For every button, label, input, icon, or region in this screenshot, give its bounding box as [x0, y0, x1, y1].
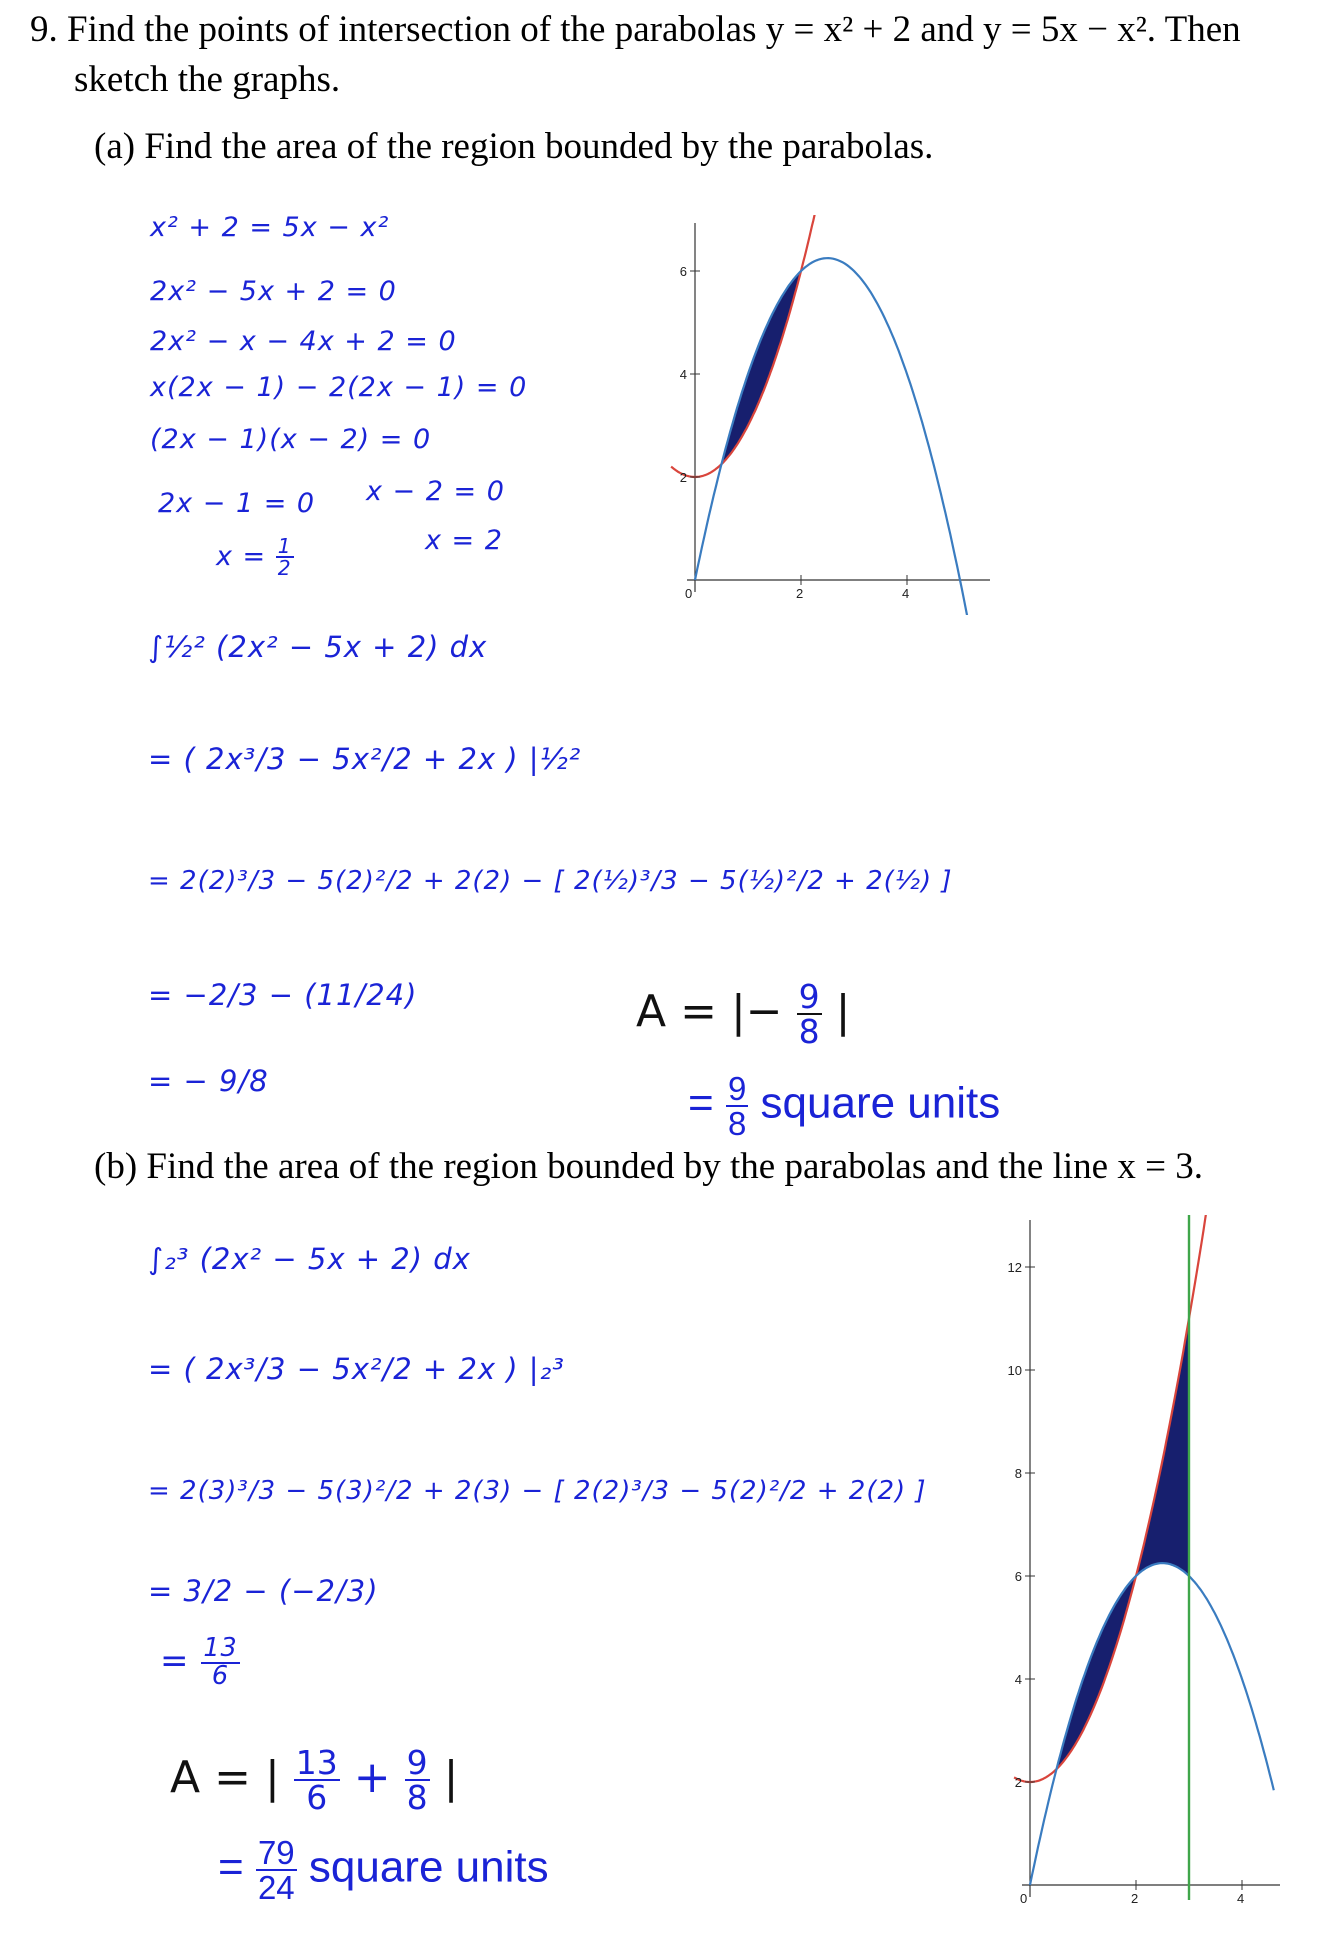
area-b-plus: +: [353, 1752, 391, 1803]
area-a-final-fraction: [726, 1072, 748, 1140]
root-half-num: 1: [277, 534, 292, 558]
area-b-n1: 13: [295, 1743, 338, 1782]
area-a-num: 9: [798, 977, 820, 1016]
area-a-final: [688, 1072, 1000, 1140]
work-a-root-two: x = 2: [425, 525, 503, 556]
y-tick-label: 10: [1007, 1363, 1022, 1378]
work-a-line-4: x(2x − 1) − 2(2x − 1) = 0: [150, 372, 528, 403]
area-b-final-fraction: [256, 1836, 297, 1904]
y-tick-label: 2: [1014, 1775, 1022, 1790]
work-a-antiderivative: = ( 2x³/3 − 5x²/2 + 2x ) |½²: [148, 742, 582, 776]
area-b-final-den: 24: [257, 1869, 295, 1906]
work-a-root-half: [216, 536, 294, 579]
y-tick-label: 2: [679, 470, 687, 485]
problem-line-1: 9. Find the points of intersection of the parabolas y = x² + 2 and y = 5x − x². Then: [30, 9, 1241, 50]
parabola-x2-plus-2: [671, 215, 817, 477]
work-b-result-num: 13: [203, 1633, 238, 1663]
area-a-expression: [636, 977, 851, 1051]
work-b-antiderivative: = ( 2x³/3 − 5x²/2 + 2x ) |₂³: [148, 1352, 565, 1386]
work-a-substitution: = 2(2)³/3 − 5(2)²/2 + 2(2) − [ 2(½)³/3 − 5(½)²/2 + 2(½) ]: [148, 866, 953, 896]
area-b-close: |: [443, 1752, 459, 1803]
area-b-final-num: 79: [257, 1834, 295, 1871]
y-tick-label: 8: [1014, 1466, 1022, 1481]
area-b-units: square units: [308, 1842, 549, 1892]
work-b-result-den: 6: [211, 1660, 230, 1691]
work-b-result: [160, 1633, 240, 1691]
work-b-simplify: = 3/2 − (−2/3): [148, 1574, 379, 1608]
y-tick-label: 4: [1014, 1672, 1022, 1687]
area-b-expression: [170, 1743, 459, 1817]
work-a-simplify: = −2/3 − (11/24): [148, 978, 418, 1012]
graph-b: [980, 1215, 1280, 1915]
area-a-final-den: 8: [727, 1105, 747, 1142]
area-b-frac-1: [294, 1743, 340, 1817]
x-tick-label: 2: [796, 586, 804, 601]
problem-line-2: sketch the graphs.: [74, 59, 341, 100]
work-b-integral: ∫₂³ (2x² − 5x + 2) dx: [148, 1242, 471, 1276]
area-a-units: square units: [760, 1078, 1001, 1128]
area-a-fraction: [797, 977, 822, 1051]
work-b-result-equals: =: [160, 1641, 190, 1681]
x-tick-label: 4: [902, 586, 910, 601]
area-b-d2: 8: [406, 1778, 428, 1817]
work-a-line-5: (2x − 1)(x − 2) = 0: [150, 424, 432, 455]
area-a-den: 8: [798, 1012, 820, 1051]
area-b-d1: 6: [306, 1778, 328, 1817]
work-a-line-1: x² + 2 = 5x − x²: [150, 212, 390, 243]
y-tick-label: 12: [1007, 1260, 1022, 1275]
work-a-line-6a: 2x − 1 = 0: [158, 488, 316, 519]
root-half-fraction: [276, 536, 294, 579]
part-b-prompt: (b) Find the area of the region bounded by the parabolas and the line x = 3.: [94, 1146, 1203, 1187]
area-a-final-num: 9: [727, 1070, 747, 1107]
work-a-integral: ∫½² (2x² − 5x + 2) dx: [148, 630, 488, 664]
shaded-region-1: [722, 271, 802, 464]
work-b-substitution: = 2(3)³/3 − 5(3)²/2 + 2(3) − [ 2(2)³/3 − 5(2)²/2 + 2(2) ]: [148, 1476, 927, 1506]
shaded-region-1: [1057, 1576, 1137, 1769]
work-a-line-3: 2x² − x − 4x + 2 = 0: [150, 326, 457, 357]
work-a-line-6b: x − 2 = 0: [366, 476, 505, 507]
part-a-prompt: (a) Find the area of the region bounded by the parabolas.: [94, 126, 934, 167]
area-a-equals: =: [688, 1078, 714, 1128]
shaded-region-2: [1136, 1319, 1189, 1577]
root-half-prefix: x =: [216, 540, 267, 572]
x-tick-label: 2: [1131, 1891, 1139, 1906]
x-tick-label: 0: [1020, 1891, 1028, 1906]
y-tick-label: 6: [1014, 1569, 1022, 1584]
work-a-line-2: 2x² − 5x + 2 = 0: [150, 276, 397, 307]
area-b-n2: 9: [406, 1743, 428, 1782]
area-b-frac-2: [405, 1743, 430, 1817]
y-tick-label: 6: [679, 264, 687, 279]
x-tick-label: 0: [685, 586, 693, 601]
graph-a: [660, 215, 1000, 615]
work-a-result: = − 9/8: [148, 1064, 269, 1098]
parabola-5x-minus-x2: [1030, 1563, 1274, 1885]
y-tick-label: 4: [679, 367, 687, 382]
area-b-equals: =: [218, 1842, 244, 1892]
area-b-label: A = |: [170, 1752, 280, 1803]
work-b-result-fraction: [201, 1633, 239, 1691]
area-a-label: A = |−: [636, 986, 783, 1037]
x-tick-label: 4: [1237, 1891, 1245, 1906]
root-half-den: 2: [277, 556, 292, 581]
area-a-close: |: [835, 986, 851, 1037]
area-b-final: [218, 1836, 549, 1904]
